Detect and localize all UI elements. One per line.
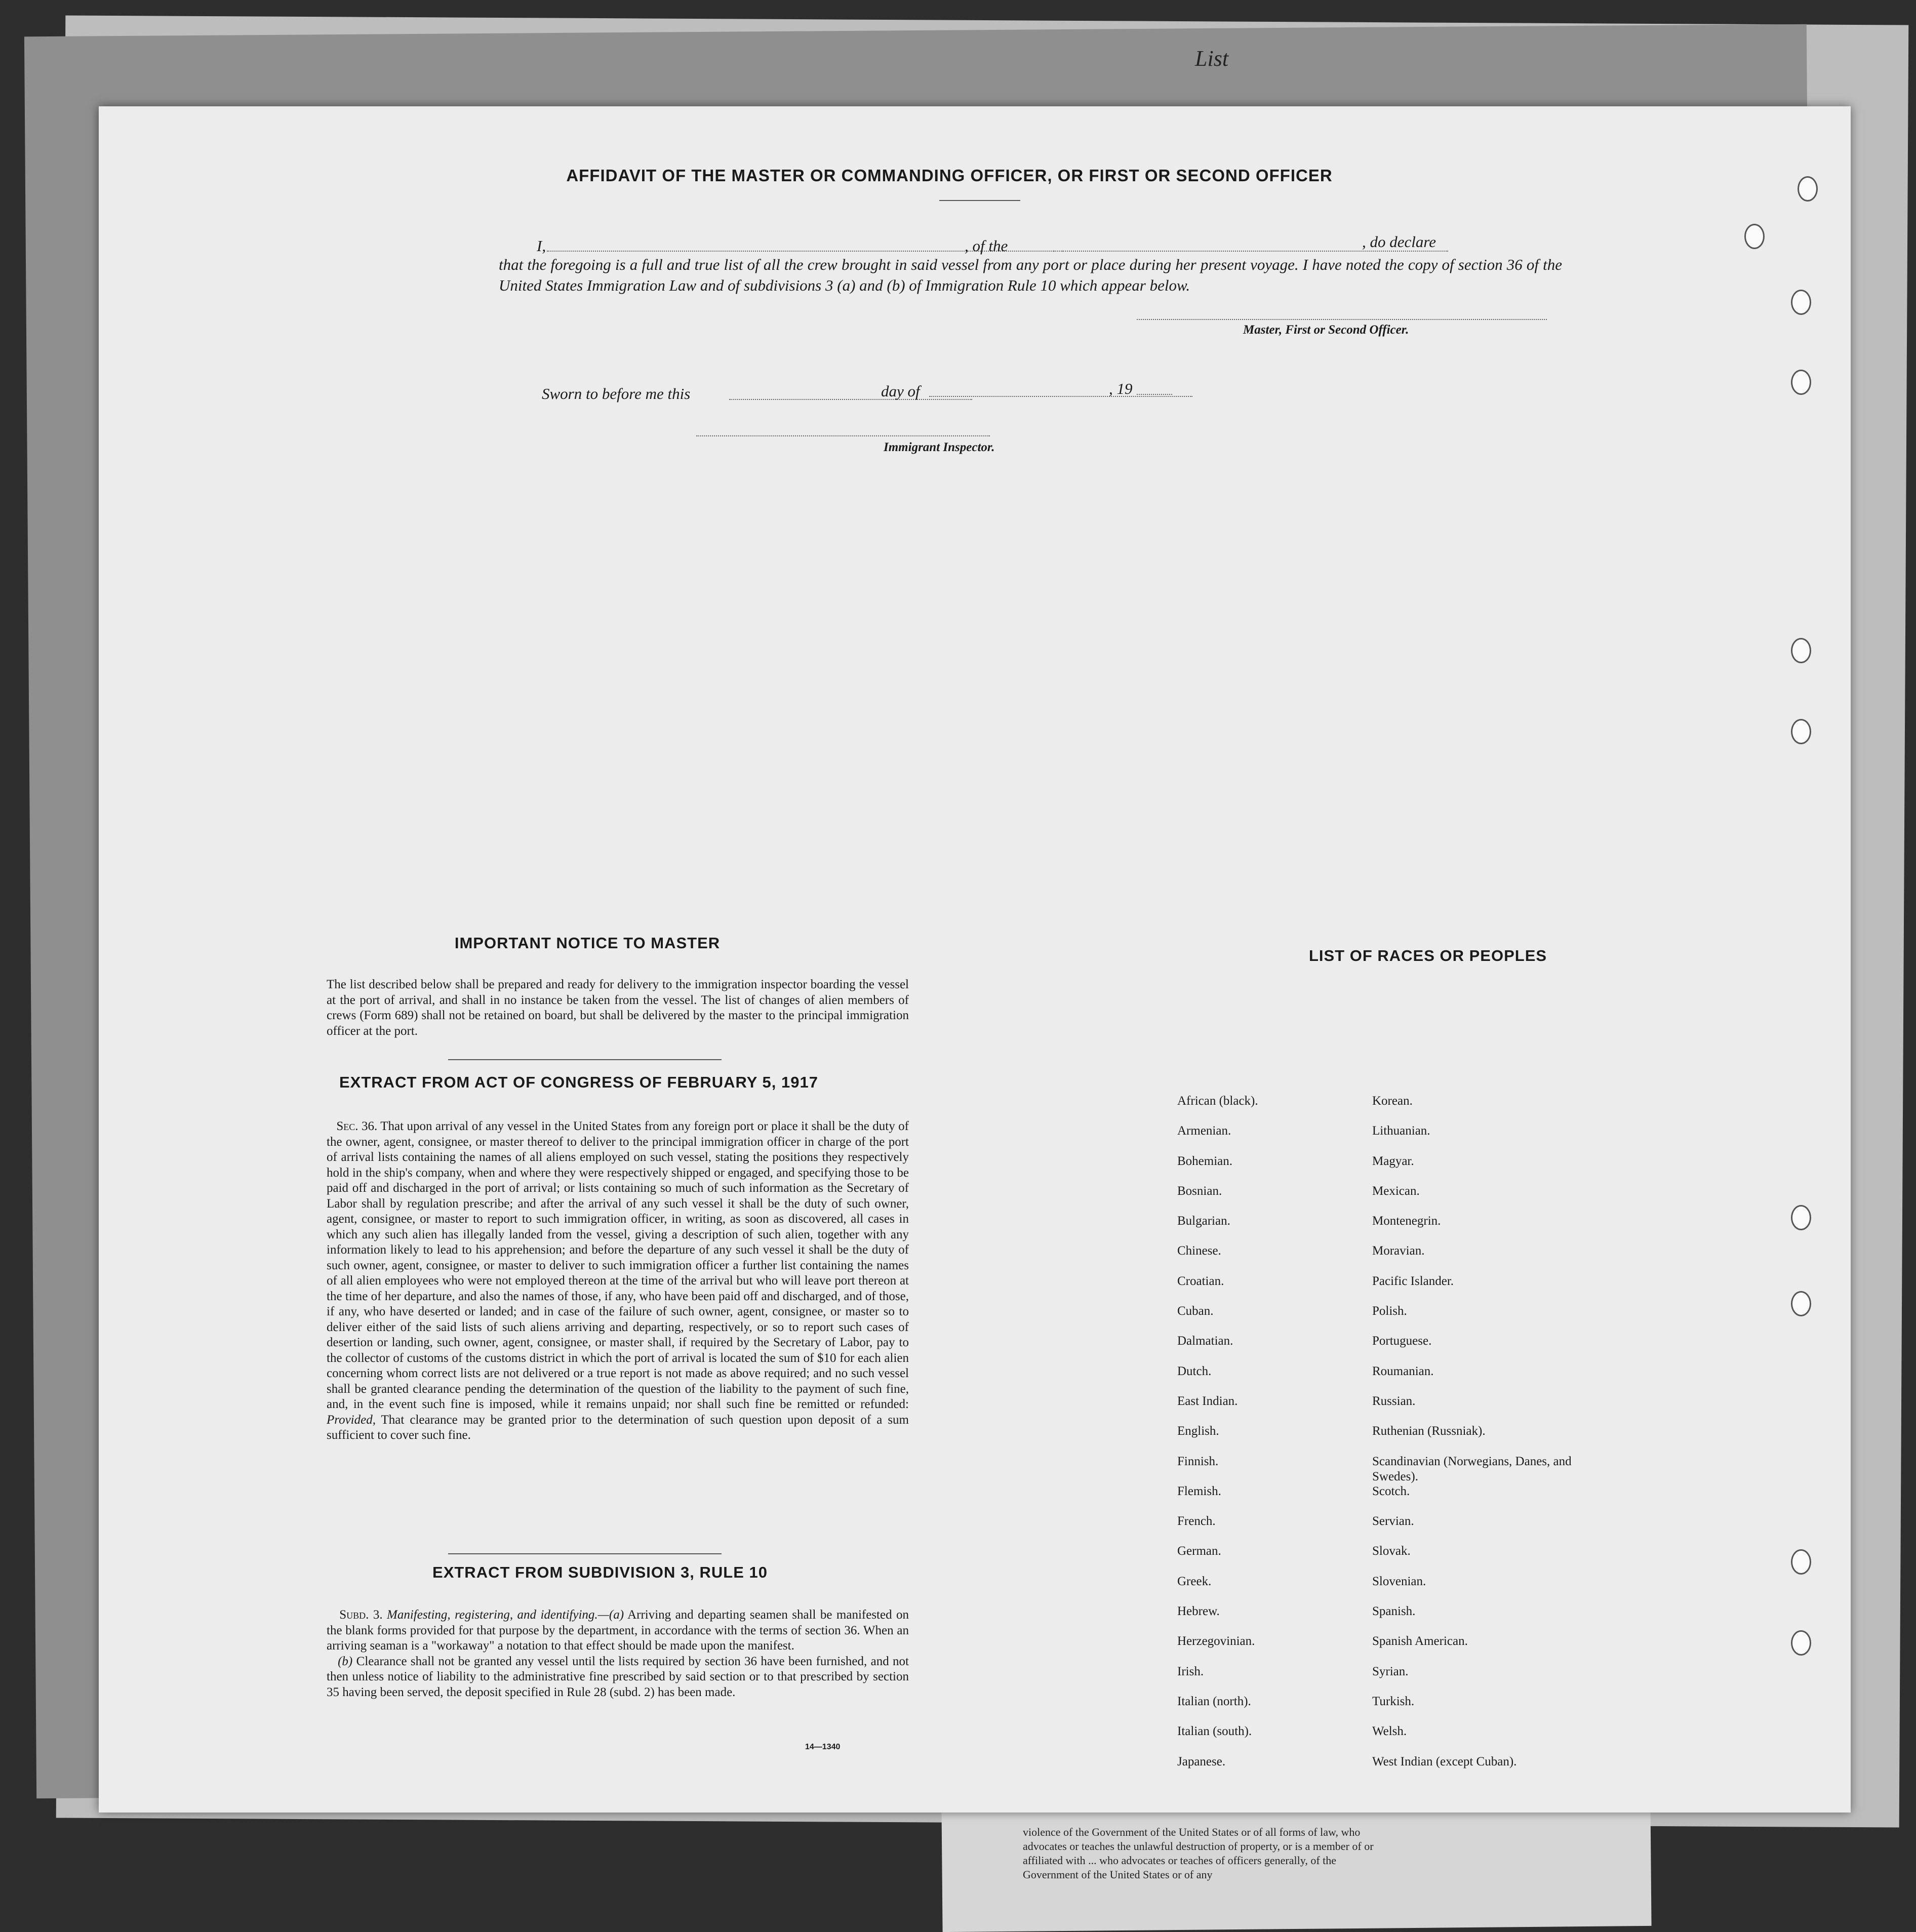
race-item: German. — [1177, 1544, 1221, 1558]
month-blank[interactable] — [929, 396, 1192, 397]
race-item: Dutch. — [1177, 1364, 1212, 1378]
inspector-caption: Immigrant Inspector. — [884, 440, 995, 454]
race-item: Greek. — [1177, 1574, 1212, 1588]
race-item: English. — [1177, 1424, 1219, 1438]
day-of-label: day of — [881, 382, 920, 400]
punch-hole — [1791, 1549, 1811, 1575]
punch-hole — [1744, 224, 1765, 249]
race-item: Magyar. — [1372, 1154, 1414, 1168]
signature-blank[interactable] — [1137, 319, 1547, 320]
of-the-label: , of the — [965, 237, 1008, 255]
provided-label: Provided, — [327, 1413, 376, 1427]
sec-tail: That clearance may be granted prior to the determination of such question upon deposit of a sum sufficient to cover such fine. — [327, 1413, 909, 1442]
race-item: Spanish American. — [1372, 1634, 1468, 1648]
sec-label: Sec. 36. — [336, 1119, 378, 1133]
race-item: Scandinavian (Norwegians, Danes, and Swedes). — [1372, 1454, 1572, 1483]
title-rule — [939, 200, 1020, 201]
punch-hole — [1791, 290, 1811, 315]
race-item: Irish. — [1177, 1664, 1204, 1678]
affidavit-body: that the foregoing is a full and true list of all the crew brought in said vessel from any port or place during her present voyage. I have noted the copy of section 36 of the United States Immigration Law and of subdivisions 3 (a) and (b) of Immigration Rule 10 which appear below. — [499, 256, 1562, 294]
race-item: Syrian. — [1372, 1664, 1409, 1678]
background-bottom-text: violence of the Government of the United States or of all forms of law, who advocates or teaches the unlawful destruction of property, or is a member of or affiliated with ... who advocates or teaches of officers generally, of the Government of the United States or of any — [1023, 1826, 1374, 1881]
punch-hole — [1791, 1630, 1811, 1656]
subd-paragraph-b — [327, 1654, 909, 1701]
race-item: Mexican. — [1372, 1184, 1420, 1198]
race-item: Chinese. — [1177, 1244, 1221, 1258]
year-label: , 19 — [1109, 380, 1133, 397]
race-item: Scotch. — [1372, 1484, 1410, 1498]
subd-b-text: Clearance shall not be granted any vessel until the lists required by section 36 have been furnished, and not then unless notice of liability to the administrative fine prescribed by said section or to that prescribed by section 35 having been served, the deposit specified in Rule 28 (subd. 2) has been made. — [327, 1654, 909, 1699]
race-item: French. — [1177, 1514, 1216, 1528]
subd-heading: Manifesting, registering, and identifying.—(a) — [387, 1608, 624, 1622]
subd-b-label: (b) — [338, 1654, 353, 1668]
race-item: Welsh. — [1372, 1724, 1407, 1739]
race-item: Italian (south). — [1177, 1724, 1252, 1739]
race-item: Turkish. — [1372, 1694, 1415, 1708]
sworn-label: Sworn to before me this — [542, 385, 691, 402]
affidavit-sheet — [99, 106, 1851, 1813]
races-title: LIST OF RACES OR PEOPLES — [1308, 947, 1547, 964]
race-item: Montenegrin. — [1372, 1214, 1441, 1228]
race-item: Slovenian. — [1372, 1574, 1426, 1588]
race-item: Portuguese. — [1372, 1334, 1432, 1348]
race-item: Finnish. — [1177, 1454, 1219, 1468]
race-item: Pacific Islander. — [1372, 1274, 1454, 1288]
race-item: Korean. — [1372, 1094, 1413, 1108]
race-item: Russian. — [1372, 1394, 1416, 1408]
inspector-blank[interactable] — [696, 435, 990, 436]
form-number: 14—1340 — [805, 1743, 841, 1751]
act-extract-body — [327, 1119, 909, 1443]
race-item: Herzegovinian. — [1177, 1634, 1255, 1648]
races-right-column — [1372, 1094, 1610, 1784]
race-item: Bulgarian. — [1177, 1214, 1230, 1228]
races-left-column — [1177, 1094, 1360, 1784]
race-item: Dalmatian. — [1177, 1334, 1233, 1348]
rule-extract-body — [327, 1607, 909, 1700]
punch-hole — [1791, 638, 1811, 663]
punch-hole — [1791, 1205, 1811, 1230]
sec-body: That upon arrival of any vessel in the United States from any foreign port or place it shall be the duty of the owner, agent, consignee, or master thereof to deliver to the principal immigration officer in charge of the port of arrival lists containing the names of all aliens employed on such vessel, stating the positions they respectively hold in the ship's company, when and where they were respectively shipped or engaged, and specifying those to be paid off and discharged in the port of arrival; or lists containing so much of such information as the Secretary of Labor shall by regulation prescribe; and after the arrival of any such vessel it shall be the duty of such owner, agent, consignee, or master to report to such immigration officer, in writing, as soon as discovered, all cases in which any such alien has illegally landed from the vessel, giving a description of such alien, together with any information likely to lead to his apprehension; and before the departure of any such vessel it shall be the duty of such owner, agent, consignee, or master to deliver to such immigration officer a further list containing the names of all alien employees who were not employed thereon at the time of the arrival but who will leave port thereon at the time of her departure, and also the names of those, if any, who have been paid off and discharged, and of those, if any, who have deserted or landed; and in case of the failure of such owner, agent, consignee, or master so to deliver either of the said lists of such aliens arriving and departing, respectively, or so to report such cases of desertion or landing, such owner, agent, consignee, or master shall, if required by the Secretary of Labor, pay to the collector of customs of the customs district in which the port of arrival is located the sum of $10 for each alien concerning whom correct lists are not delivered or a true report is not made as above required; and no such vessel shall be granted clearance pending the determination of the question of the liability to the payment of such fine, and, in the event such fine is imposed, while it remains unpaid; nor shall such fine be remitted or refunded: — [327, 1119, 909, 1411]
race-item: Flemish. — [1177, 1484, 1221, 1498]
act-extract-title: EXTRACT FROM ACT OF CONGRESS OF FEBRUARY 5, 1917 — [339, 1073, 818, 1091]
background-list-label: List — [1195, 46, 1229, 71]
race-item: Polish. — [1372, 1304, 1407, 1318]
race-item: Cuban. — [1177, 1304, 1214, 1318]
subd-label: Subd. 3. — [339, 1608, 383, 1622]
race-item: Bohemian. — [1177, 1154, 1233, 1168]
declarant-i: I, — [537, 237, 546, 255]
race-item: Japanese. — [1177, 1754, 1226, 1768]
punch-hole — [1791, 1291, 1811, 1316]
race-item: Roumanian. — [1372, 1364, 1434, 1378]
signer-caption: Master, First or Second Officer. — [1243, 323, 1409, 337]
day-blank[interactable] — [729, 399, 972, 400]
punch-hole — [1798, 176, 1818, 202]
punch-hole — [1791, 370, 1811, 395]
notice-body: The list described below shall be prepared and ready for delivery to the immigration inspector boarding the vessel at the port of arrival, and shall in no instance be taken from the vessel. The list of changes of alien members of crews (Form 689) shall not be retained on board, but shall be delivered by the master to the principal immigration officer at the port. — [327, 978, 909, 1038]
race-item: East Indian. — [1177, 1394, 1238, 1408]
race-item: Slovak. — [1372, 1544, 1411, 1558]
do-declare-label: , do declare — [1362, 233, 1436, 251]
subd-paragraph-a — [327, 1607, 909, 1654]
race-item: Ruthenian (Russniak). — [1372, 1424, 1486, 1438]
race-item: Servian. — [1372, 1514, 1414, 1528]
race-item: West Indian (except Cuban). — [1372, 1754, 1517, 1768]
subd-a-text: Arriving and departing seamen shall be manifested on the blank forms provided for that purpose by the department, in accordance with the terms of section 36. When an arriving seaman is a "workaway" a notation to that effect should be made upon the manifest. — [327, 1608, 909, 1653]
rule-extract-title: EXTRACT FROM SUBDIVISION 3, RULE 10 — [432, 1563, 768, 1581]
punch-hole — [1791, 719, 1811, 744]
year-blank[interactable] — [1137, 394, 1172, 395]
race-item: Moravian. — [1372, 1244, 1425, 1258]
race-item: Armenian. — [1177, 1124, 1231, 1138]
race-item: Bosnian. — [1177, 1184, 1222, 1198]
race-item: Spanish. — [1372, 1604, 1416, 1619]
race-item: Croatian. — [1177, 1274, 1224, 1288]
race-item: Lithuanian. — [1372, 1124, 1430, 1138]
race-item: African (black). — [1177, 1094, 1258, 1108]
notice-rule — [448, 1059, 722, 1060]
race-item: Hebrew. — [1177, 1604, 1220, 1619]
race-item: Italian (north). — [1177, 1694, 1251, 1708]
affidavit-title: AFFIDAVIT OF THE MASTER OR COMMANDING OFFICER, OR FIRST OR SECOND OFFICER — [566, 166, 1333, 185]
act-rule — [448, 1553, 722, 1554]
notice-title: IMPORTANT NOTICE TO MASTER — [454, 934, 721, 952]
